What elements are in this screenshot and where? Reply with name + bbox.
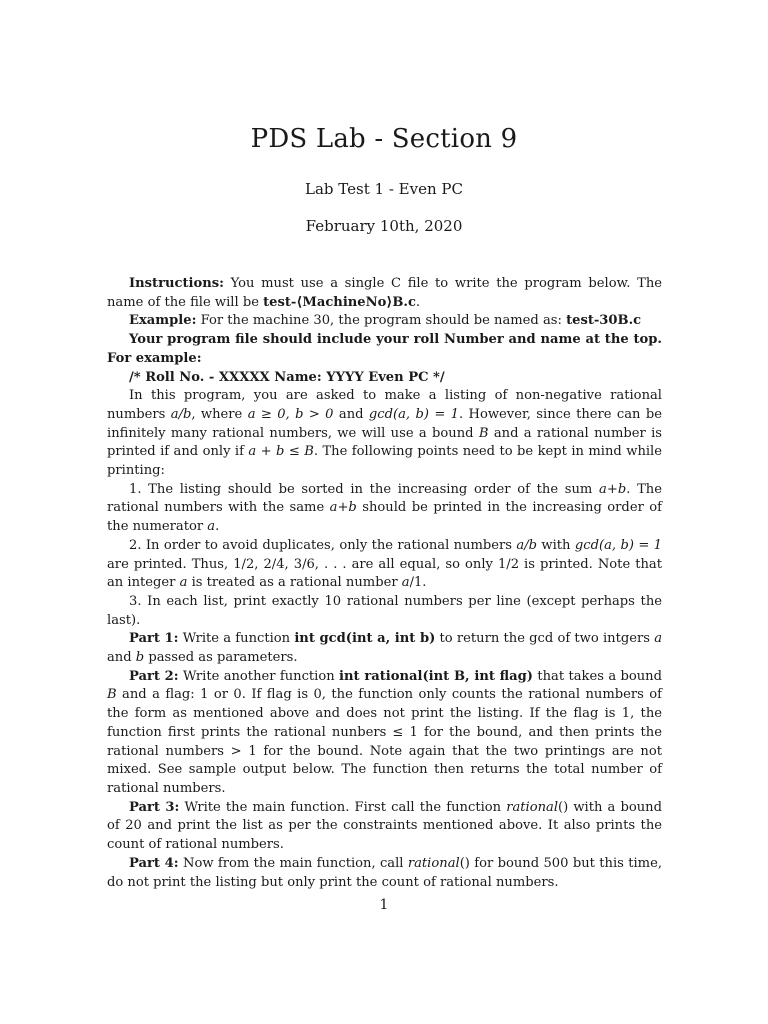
roll-note — [107, 331, 662, 368]
point1-t3: should be printed in the increasing order of the numerator — [107, 500, 662, 535]
part1-m2: b — [135, 650, 145, 666]
intro-m2: a ≥ 0, b > 0 — [247, 406, 334, 422]
part1-t1: Write a function — [178, 631, 295, 647]
part3-t2: () with a bound of 20 and print the list as per the constraints mentioned above. It also prints the count of rational numbers. — [107, 799, 662, 853]
part1-label: Part 1: — [129, 631, 179, 647]
part2-t2: that takes a bound — [533, 668, 662, 684]
point2-m5: a — [401, 575, 410, 591]
point1-t2: . The rational numbers with the same — [107, 481, 662, 516]
part-4 — [107, 855, 662, 892]
intro-t6: . The following points need to be kept in mind while printing: — [107, 444, 662, 479]
part4-t2: () for bound 500 but this time, do not print the listing but only print the count of rational numbers. — [107, 855, 662, 890]
example-filename: test-30B.c — [566, 313, 642, 329]
intro-t4: . However, since there can be infinitely many rational numbers, we will use a bound — [107, 406, 662, 441]
roll-example — [107, 369, 662, 388]
intro-t3: and — [333, 406, 369, 422]
intro-m4: (a, b) = 1 — [393, 406, 459, 422]
intro-t2: , where — [191, 406, 248, 422]
part1-m1: a — [654, 631, 663, 647]
point-1 — [107, 481, 662, 537]
part1-t4: passed as parameters. — [144, 650, 298, 666]
intro-t1: In this program, you are asked to make a listing of non-negative rational numbers — [107, 388, 662, 422]
point2-t4: is treated as a rational number — [187, 575, 402, 591]
point2-m3: (a, b) = 1 — [598, 537, 662, 553]
intro-m1: a/b — [170, 406, 192, 422]
date: February 10th, 2020 — [305, 217, 463, 235]
instructions-end: . — [415, 294, 421, 310]
point1-m3: a — [207, 519, 216, 535]
intro-m5: B — [478, 425, 489, 441]
example-paragraph — [107, 312, 662, 331]
part-2 — [107, 668, 662, 799]
roll-note-text: Your program file should include your roll Number and name at the top. For example: — [107, 332, 662, 366]
point-2 — [107, 537, 662, 593]
intro-paragraph — [107, 387, 662, 481]
part4-t1: Now from the main function, call — [178, 855, 408, 871]
part2-label: Part 2: — [129, 668, 179, 684]
subtitle: Lab Test 1 - Even PC — [305, 180, 463, 198]
roll-example-text: /* Roll No. - XXXXX Name: YYYY Even PC */ — [129, 369, 445, 385]
part1-t3: and — [107, 650, 136, 666]
point2-t2: with — [537, 537, 575, 553]
intro-t5: and a rational number is printed if and only if — [107, 425, 662, 460]
part2-m1: B — [107, 687, 117, 703]
page-title: PDS Lab - Section 9 — [250, 124, 518, 154]
intro-m3: gcd — [368, 406, 393, 422]
point1-t1: 1. The listing should be sorted in the increasing order of the sum — [129, 481, 600, 497]
point2-m4: a — [179, 575, 188, 591]
part3-label: Part 3: — [129, 799, 180, 815]
instructions-label: Instructions: — [129, 276, 224, 291]
part4-label: Part 4: — [129, 855, 179, 871]
point2-t1: 2. In order to avoid duplicates, only the rational numbers — [129, 537, 517, 553]
part2-t3: and a flag: 1 or 0. If flag is 0, the function only counts the rational numbers of the form as mentioned above and does not print the listing. If the flag is 1, the function first prints the rational nunbers ≤ 1 for the bound, and then prints the rational numbers > 1 for the bound. Note again that the two printings are not mixed. See sample output below. The function then returns the total number of rational numbers. — [107, 687, 662, 796]
point1-m2: a+b — [329, 500, 357, 516]
filename-pattern: test-⟨MachineNo⟩B.c — [263, 294, 416, 310]
page-number: 1 — [379, 897, 389, 913]
point-3: 3. In each list, print exactly 10 rational numbers per line (except perhaps the last). — [107, 593, 662, 628]
example-text: For the machine 30, the program should be named as: — [196, 313, 567, 329]
point2-t5: /1. — [409, 575, 427, 591]
part2-t1: Write another function — [178, 668, 340, 684]
instructions-paragraph — [107, 275, 662, 312]
part-1 — [107, 630, 662, 667]
point2-m1: a/b — [516, 537, 538, 553]
part3-t1: Write the main function. First call the function — [179, 799, 507, 815]
point1-m1: a+b — [599, 481, 627, 497]
instructions-text: You must use a single C file to write the program below. The name of the file will be — [107, 276, 662, 310]
intro-m6: a + b ≤ B — [248, 444, 314, 460]
part1-t2: to return the gcd of two intgers — [435, 631, 655, 647]
part4-m1: rational — [407, 855, 460, 871]
document-body — [107, 275, 662, 892]
point2-m2: gcd — [574, 537, 599, 553]
example-label: Example: — [129, 313, 197, 329]
part1-code: int gcd(int a, int b) — [294, 631, 436, 647]
point1-t4: . — [215, 519, 220, 535]
part3-m1: rational — [506, 799, 559, 815]
point2-t3: are printed. Thus, 1/2, 2/4, 3/6, . . . are all equal, so only 1/2 is printed. Note that an integer — [107, 556, 662, 591]
part-3 — [107, 799, 662, 855]
part2-code: int rational(int B, int flag) — [339, 668, 533, 684]
